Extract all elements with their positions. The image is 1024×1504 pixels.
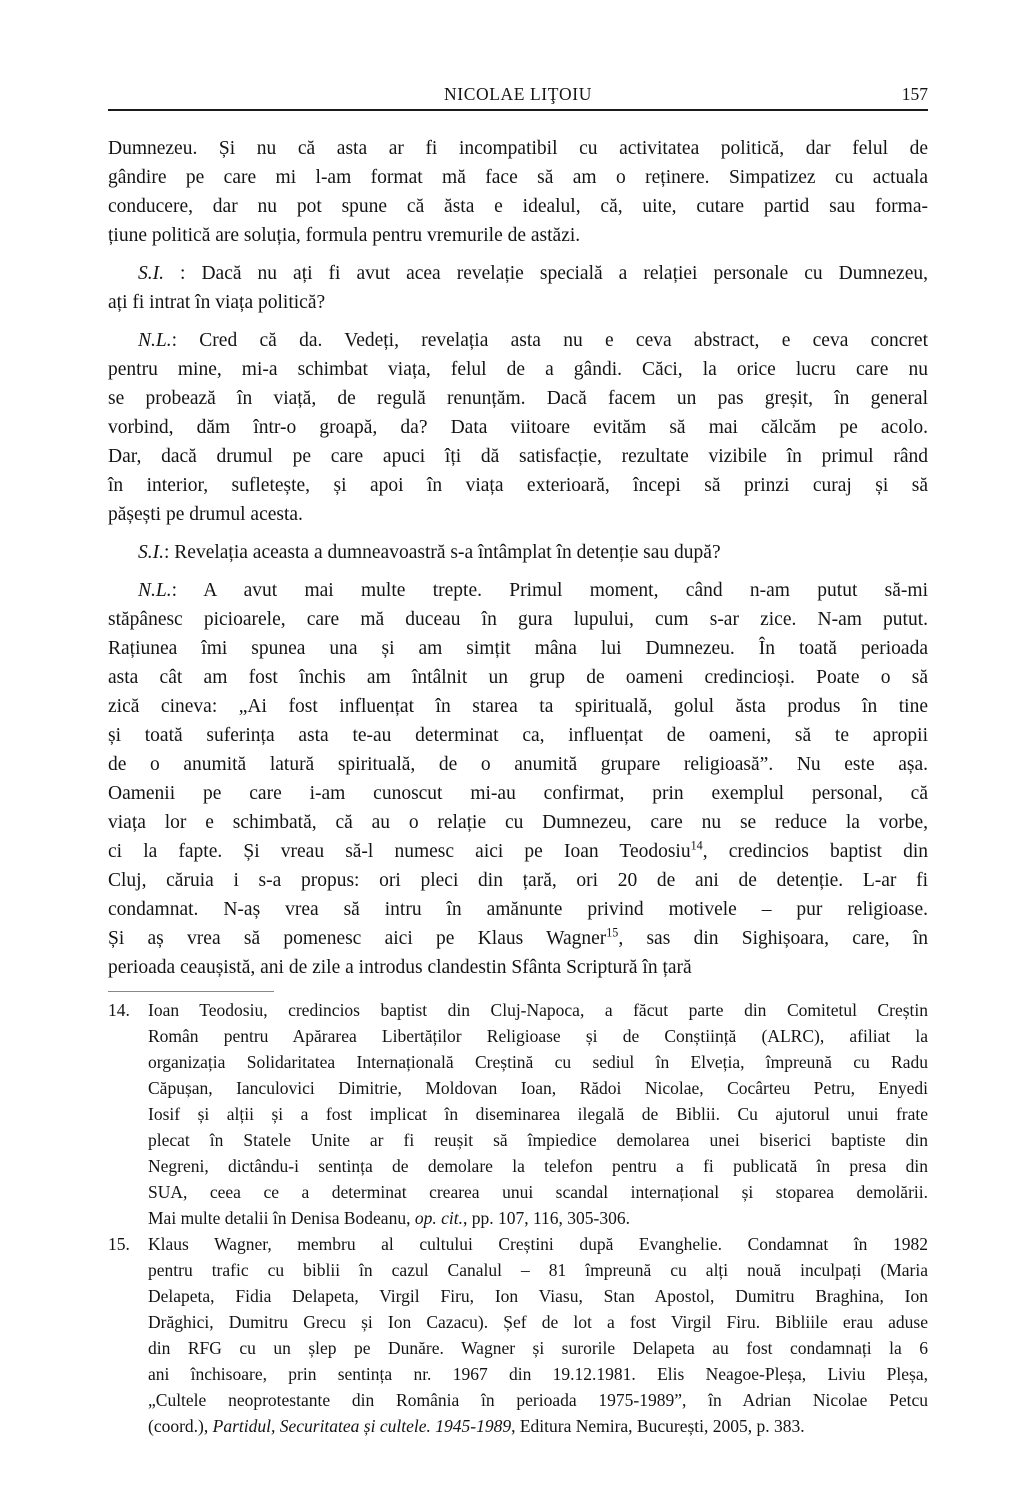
text-line: de o anumită latură spirituală, de o anumită grupare religioasă”. Nu este așa. [108, 754, 928, 775]
text-line: viața lor e schimbată, că au o relație cu Dumnezeu, care nu se reduce la vorbe, [108, 812, 928, 833]
footnote-separator [108, 991, 274, 992]
text-line: N.L.: Cred că da. Vedeți, revelația asta nu e ceva abstract, e ceva concret [138, 330, 928, 351]
text-line: SUA, ceea ce a determinat crearea unui scandal internațional și stoparea demolării. [148, 1182, 928, 1202]
footnote-number: 15. [108, 1234, 130, 1254]
paragraph [108, 326, 928, 529]
text-line: stăpânesc picioarele, care mă duceau în gura lupului, cum s-ar zice. N-am putut. [108, 609, 928, 630]
text-line: Negreni, dictându-i sentința de demolare la telefon pentru a fi publicată în presa din [148, 1156, 928, 1176]
text-line: și toată suferința asta te-au determinat ca, influențat de oameni, să te apropii [108, 725, 928, 746]
footnotes [108, 997, 928, 1439]
text-line: perioada ceaușistă, ani de zile a introdus clandestin Sfânta Scriptură în țară [108, 957, 692, 978]
text-line: conducere, dar nu pot spune că ăsta e idealul, că, uite, cutare partid sau forma- [108, 196, 928, 217]
text-line: plecat în Statele Unite ar fi reușit să împiedice demolarea unei biserici baptiste din [148, 1130, 928, 1150]
paragraph [108, 134, 928, 250]
text-line: S.I. : Dacă nu ați fi avut acea revelație specială a relației personale cu Dumnezeu, [138, 263, 928, 284]
text-line: „Cultele neoprotestante din România în perioada 1975-1989”, în Adrian Nicolae Petcu [148, 1390, 928, 1410]
text-line: Iosif și alții și a fost implicat în diseminarea ilegală de Biblii. Cu ajutorul unui frate [148, 1104, 928, 1124]
header-rule [108, 109, 928, 111]
header-title: NICOLAE LIŢOIU [444, 84, 592, 104]
text-line: se probează în viață, de regulă renunțăm. Dacă facem un pas greșit, în general [108, 388, 928, 409]
text-line: (coord.), Partidul, Securitatea și cultele. 1945-1989, Editura Nemira, București, 2005, p. 383. [148, 1416, 805, 1436]
footnote [108, 1231, 928, 1439]
text-line: Drăghici, Dumitru Grecu și Ion Cazacu). Șef de lot a fost Virgil Firu. Bibliile erau aduse [148, 1312, 928, 1332]
footnote-reference: 14 [690, 838, 703, 853]
text-line: zică cineva: „Ai fost influențat în starea ta spirituală, golul ăsta produs în tine [108, 696, 928, 717]
text-line: Ioan Teodosiu, credincios baptist din Cluj-Napoca, a făcut parte din Comitetul Creștin [148, 1000, 928, 1020]
footnote-reference: 15 [606, 925, 619, 940]
text-line: asta cât am fost închis am întâlnit un grup de oameni credincioși. Poate o să [108, 667, 928, 688]
body-text [108, 134, 928, 982]
text-line: în interior, sufletește, și apoi în viața exterioară, începi să prinzi curaj și să [108, 475, 928, 496]
footnote-text [148, 997, 928, 1231]
text-line: Klaus Wagner, membru al cultului Creștini după Evanghelie. Condamnat în 1982 [148, 1234, 928, 1254]
text-line: Oamenii pe care i-am cunoscut mi-au confirmat, prin exemplul personal, că [108, 783, 928, 804]
text-line: ani închisoare, prin sentința nr. 1967 din 19.12.1981. Elis Neagoe-Pleșa, Liviu Pleșa, [148, 1364, 928, 1384]
running-header [108, 84, 928, 108]
text-line: din RFG cu un șlep pe Dunăre. Wagner și surorile Delapeta au fost condamnați la 6 [148, 1338, 928, 1358]
paragraph [108, 538, 928, 567]
text-line: Dar, dacă drumul pe care apuci îți dă satisfacție, rezultate vizibile în primul rând [108, 446, 928, 467]
text-line: organizația Solidaritatea Internațională Creștină cu sediul în Elveția, împreună cu Radu [148, 1052, 928, 1072]
text-line: gândire pe care mi l-am format mă face să am o reținere. Simpatizez cu actuala [108, 167, 928, 188]
paragraph [108, 576, 928, 982]
text-line: Și aș vrea să pomenesc aici pe Klaus Wagner$^{15}$, sas din Sighișoara, care, în [108, 925, 928, 949]
text-line: ați fi intrat în viața politică? [108, 292, 326, 313]
text-line: Dumnezeu. Și nu că asta ar fi incompatibil cu activitatea politică, dar felul de [108, 138, 928, 159]
text-line: S.I.: Revelația aceasta a dumneavoastră s-a întâmplat în detenție sau după? [138, 542, 721, 563]
footnote [108, 997, 928, 1231]
text-line: ci la fapte. Și vreau să-l numesc aici pe Ioan Teodosiu$^{14}$, credincios baptist din [108, 838, 928, 862]
page-number: 157 [901, 84, 928, 104]
text-line: N.L.: A avut mai multe trepte. Primul moment, când n-am putut să-mi [138, 580, 928, 601]
text-line: Delapeta, Fidia Delapeta, Virgil Firu, Ion Viasu, Stan Apostol, Dumitru Braghina, Ion [148, 1286, 928, 1306]
footnote-number: 14. [108, 1000, 130, 1020]
text-line: Căpușan, Ianculovici Dimitrie, Moldovan Ioan, Rădoi Nicolae, Cocârteu Petru, Enyedi [148, 1078, 928, 1098]
text-line: condamnat. N-aș vrea să intru în amănunte privind motivele – pur religioase. [108, 899, 928, 920]
text-line: Rațiunea îmi spunea una și am simțit mâna lui Dumnezeu. În toată perioada [108, 638, 928, 659]
text-line: Mai multe detalii în Denisa Bodeanu, op. cit., pp. 107, 116, 305-306. [148, 1208, 631, 1228]
text-line: pentru trafic cu biblii în cazul Canalul – 81 împreună cu alți nouă inculpați (Maria [148, 1260, 928, 1280]
paragraph [108, 259, 928, 317]
text-line: pășești pe drumul acesta. [108, 504, 303, 525]
footnote-text [148, 1231, 928, 1439]
text-line: pentru mine, mi-a schimbat viața, felul de a gândi. Căci, la orice lucru care nu [108, 359, 928, 380]
text-line: Român pentru Apărarea Libertăților Religioase și de Conștiință (ALRC), afiliat la [148, 1026, 928, 1046]
text-line: țiune politică are soluția, formula pentru vremurile de astăzi. [108, 225, 581, 246]
text-line: Cluj, căruia i s-a propus: ori pleci din țară, ori 20 de ani de detenție. L-ar fi [108, 870, 928, 891]
text-line: vorbind, dăm într-o groapă, da? Data viitoare evităm să mai călcăm pe acolo. [108, 417, 928, 438]
